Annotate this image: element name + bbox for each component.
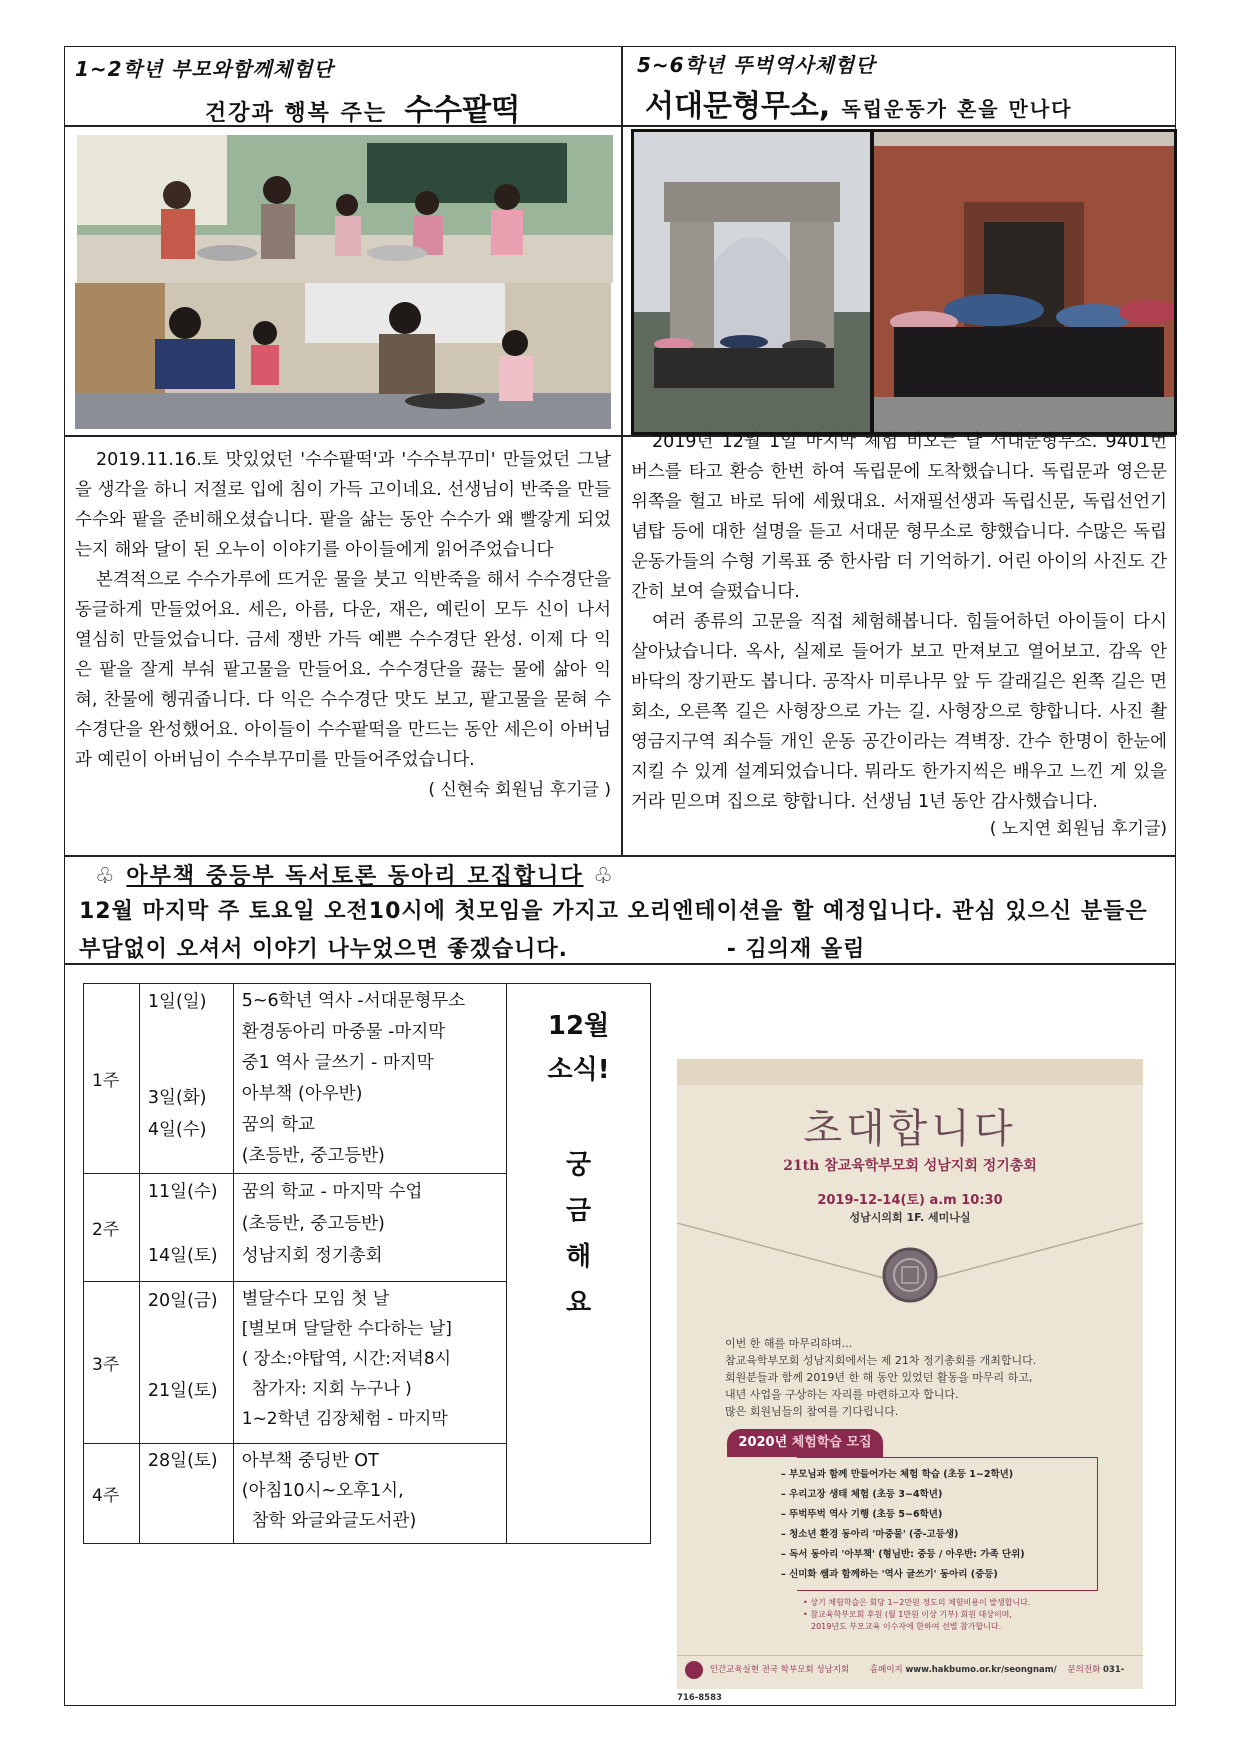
left-article-paragraph: 2019.11.16.토 맛있었던 '수수팥떡'과 '수수부꾸미' 만들었던 그날을 생각을 하니 저절로 입에 침이 가득 고이네요. 선생님이 반죽을 만들 수수와 팥을 준비해오셨습니다. 팥을 삶는 동안 수수가 왜 빨갛게 되었는지 해와 달이 된 오누이 이야기를 아이들에게 읽어주었습니다 — [75, 450, 611, 560]
poster-program-text: 독서 동아리 '아부책' (형님반: 중등 / 아우반: 가족 단위) — [789, 1549, 1025, 1560]
event-item: 꿈의 학교 — [241, 1115, 315, 1135]
poster-notes — [803, 1597, 1123, 1633]
side-char: 궁 — [565, 1150, 592, 1180]
right-grade-label: 5~6학년 뚜벅역사체험단 — [637, 53, 876, 77]
right-article-paragraph: 여러 종류의 고문을 직접 체험해봅니다. 힘들어하던 아이들이 다시 살아났습니다. 옥사, 실제로 들어가 보고 만져보고 열어보고. 감옥 안 바닥의 장기판도 봅니다. 공작사 미루나무 앞 두 갈래길은 왼쪽 길은 면회소, 오른쪽 길은 사형장으로 가는 길. 사형장으로 향합니다. 사진 촬영금지구역 죄수들 개인 운동 공간이라는 격벽장. 간수 한명이 한눈에 지킬 수 있게 설계되었습니다. 뭐라도 한가지씩은 배우고 느낀 게 있을 거라 믿으며 집으로 향합니다. 선생님 1년 동안 감사했습니다. — [631, 612, 1167, 812]
poster-note: • 참교육학부모회 후원 (월 1만원 이상 기부) 회원 대상이며, — [803, 1610, 1012, 1619]
poster-title: 초대합니다 — [803, 1106, 1017, 1152]
left-title-line — [205, 85, 520, 129]
date-item: 4일(수) — [147, 1120, 207, 1140]
poster-footer-phone-label: 문의전화 — [1067, 1665, 1101, 1675]
event-item: 참가자: 지회 누구나 ) — [251, 1379, 412, 1399]
org-logo-icon — [685, 1661, 703, 1679]
poster-program-heading — [727, 1429, 883, 1457]
notice-text: 12월 마지막 주 토요일 오전10시에 첫모임을 가지고 오리엔테이션을 할 예정입니다. 관심 있으신 분들은 부담없이 오셔서 이야기 나누었으면 좋겠습니다. — [79, 899, 1148, 962]
event-item: 꿈의 학교 - 마지막 수업 — [241, 1182, 423, 1202]
week-label: 2주 — [84, 1174, 140, 1282]
club-icon: ♧ — [593, 864, 615, 889]
event-item: 성남지회 정기총회 — [241, 1246, 383, 1266]
poster-program-title: 체험학습 모집 — [791, 1435, 872, 1450]
poster-program-item: – 청소년 환경 동아리 '마중물' (중-고등생) — [781, 1529, 959, 1540]
club-icon: ♧ — [95, 864, 117, 889]
prison-building-photo — [871, 129, 1177, 435]
week-label: 1주 — [84, 984, 140, 1174]
cooking-photo-top — [75, 133, 615, 285]
date-item: 1일(일) — [147, 992, 207, 1012]
poster-seal-envelope — [677, 1223, 1143, 1323]
right-article-signature: ( 노지연 회원님 후기글) — [989, 819, 1167, 839]
event-item: 5~6학년 역사 -서대문형무소 — [241, 991, 466, 1011]
poster-body — [725, 1335, 1125, 1420]
poster-program-item: – 부모님과 함께 만들어가는 체험 학습 (초등 1~2학년) — [781, 1469, 1014, 1480]
poster-body-line: 내년 사업을 구상하는 자리를 마련하고자 합니다. — [725, 1388, 959, 1401]
poster-program-year: 2020년 — [738, 1435, 788, 1450]
poster-program-text: 뚜벅뚜벅 역사 기행 (초등 5~6학년) — [789, 1509, 943, 1520]
event-item: (아침10시~오후1시, — [241, 1481, 404, 1501]
event-item: 별달수다 모임 첫 날 — [241, 1289, 390, 1309]
left-article — [75, 445, 611, 805]
week-events — [233, 1282, 506, 1444]
cooking-photo-bottom — [75, 283, 611, 429]
poster-top-band — [677, 1059, 1143, 1085]
article-divider — [65, 855, 1175, 857]
poster-body-line: 이번 한 해를 마무리하며... — [725, 1337, 853, 1350]
poster-body-line: 많은 회원님들의 참여를 기다립니다. — [725, 1405, 899, 1418]
side-char: 해 — [565, 1242, 592, 1272]
poster-program-text: 우리고장 생태 체험 (초등 3~4학년) — [789, 1489, 943, 1500]
poster-subtitle-prefix: 21th — [783, 1158, 820, 1174]
poster-program-item: – 독서 동아리 '아부책' (형님반: 중등 / 아우반: 가족 단위) — [781, 1549, 1025, 1560]
date-item: 11일(수) — [147, 1182, 218, 1202]
right-title: 서대문형무소, — [645, 89, 831, 124]
event-item: 아부책 중딩반 OT — [241, 1451, 379, 1471]
date-item: 20일(금) — [147, 1291, 218, 1311]
poster-body-line: 참교육학부모회 성남지회에서는 제 21차 정기총회를 개최합니다. — [725, 1354, 1037, 1367]
event-item: 참학 와글와글도서관) — [251, 1511, 417, 1531]
right-article-paragraph: 2019년 12월 1일 마지막 체험 비오는 날 서대문형무소. 9401번 버스를 타고 환승 한번 하여 독립문에 도착했습니다. 독립문과 영은문 위쪽을 헐고 바로 뒤에 세웠대요. 서재필선생과 독립신문, 독립선언기념탑 등에 대한 설명을 듣고 서대문 형무소로 향했습니다. 수많은 독립 운동가들의 수형 기록표 중 한사람 더 기억하기. 어린 아이의 사진도 간간히 보여 슬펐습니다. — [631, 432, 1167, 602]
schedule — [83, 983, 651, 1544]
notice-body — [79, 893, 1159, 969]
week-label: 4주 — [84, 1444, 140, 1544]
right-article — [631, 427, 1167, 841]
poster-program-item: – 신미화 쌤과 함께하는 '역사 글쓰기' 동아리 (중등) — [781, 1569, 998, 1580]
week-dates — [139, 1444, 233, 1544]
event-item: (초등반, 중고등반) — [241, 1146, 385, 1166]
left-title: 수수팥떡 — [404, 93, 521, 128]
poster-footer-phone: 031-716-8583 — [677, 1665, 1125, 1703]
event-item: 중1 역사 글쓰기 - 마지막 — [241, 1053, 434, 1073]
column-divider — [621, 47, 623, 855]
newsletter-page — [64, 46, 1176, 1706]
date-item: 3일(화) — [147, 1088, 207, 1108]
notice-author: - 김의재 올림 — [726, 937, 866, 962]
right-subtitle: 독립운동가 혼을 만나다 — [841, 97, 1073, 121]
event-item: 환경동아리 마중물 -마지막 — [241, 1022, 446, 1042]
poster-note: • 상기 체험학습은 회당 1~2만원 정도의 체험비용이 발생합니다. — [803, 1598, 1031, 1607]
left-article-signature: ( 신현숙 회원님 후기글 ) — [428, 780, 611, 800]
poster-note: 2019년도 부모교육 이수자에 한하여 선별 참가합니다. — [811, 1622, 1002, 1631]
week-events — [233, 984, 506, 1174]
event-item: ( 장소:야탑역, 시간:저녁8시 — [241, 1349, 452, 1369]
poster-footer — [677, 1655, 1143, 1703]
poster-program-item: – 뚜벅뚜벅 역사 기행 (초등 5~6학년) — [781, 1509, 943, 1520]
schedule-grid — [83, 983, 651, 1544]
poster-program-text: 청소년 환경 동아리 '마중물' (중-고등생) — [789, 1529, 959, 1540]
poster-footer-url: www.hakbumo.or.kr/seongnam/ — [905, 1665, 1057, 1675]
event-item: [별보며 달달한 수다하는 날] — [241, 1319, 452, 1339]
week-label: 3주 — [84, 1282, 140, 1444]
left-grade-label: 1~2학년 부모와함께체험단 — [75, 57, 334, 81]
poster-footer-homepage-label: 홈페이지 — [869, 1665, 903, 1675]
event-item: 아부책 (아우반) — [241, 1084, 363, 1104]
week-dates — [139, 1174, 233, 1282]
poster-venue: 성남시의회 1F. 세미나실 — [849, 1211, 971, 1224]
left-subtitle: 건강과 행복 주는 — [205, 101, 388, 126]
independence-gate-photo — [631, 129, 873, 435]
week-dates — [139, 1282, 233, 1444]
left-article-paragraph: 본격적으로 수수가루에 뜨거운 물을 붓고 익반죽을 해서 수수경단을 동글하게 만들었어요. 세은, 아름, 다운, 재은, 예린이 모두 신이 나서 열심히 만들었습니다. 금세 쟁반 가득 예쁜 수수경단 완성. 이제 다 익은 팥을 잘게 부숴 팥고물을 만들어요. 수수경단을 끓는 물에 삶아 익혀, 찬물에 헹궈줍니다. 다 익은 수수경단 맛도 보고, 팥고물을 묻혀 수수경단을 완성했어요. 아이들이 수수팥떡을 만드는 동안 세은이 아버님과 예린이 아버님이 수수부꾸미를 만들어주었습니다. — [75, 570, 611, 770]
notice-title-line — [95, 859, 615, 890]
poster-program-text: 신미화 쌤과 함께하는 '역사 글쓰기' 동아리 (중등) — [789, 1569, 998, 1580]
week-events — [233, 1444, 506, 1544]
poster-subtitle-line — [677, 1155, 1143, 1175]
side-title: 12월 소식! — [547, 1011, 610, 1085]
event-item: (초등반, 중고등반) — [241, 1214, 385, 1234]
side-char: 요 — [565, 1288, 592, 1318]
poster-subtitle: 참교육학부모회 성남지회 정기총회 — [824, 1158, 1037, 1174]
side-char: 금 — [565, 1196, 592, 1226]
invitation-poster — [677, 1059, 1143, 1703]
week-events — [233, 1174, 506, 1282]
poster-program-list — [781, 1465, 1101, 1585]
right-title-line — [645, 81, 1073, 125]
poster-footer-org: 인간교육실현 전국 학부모회 성남지회 — [709, 1665, 850, 1675]
schedule-side-panel — [507, 984, 651, 1544]
poster-program-text: 부모님과 함께 만들어가는 체험 학습 (초등 1~2학년) — [789, 1469, 1014, 1480]
notice-title: 아부책 중등부 독서토론 동아리 모집합니다 — [126, 864, 584, 889]
poster-datetime: 2019-12-14(토) a.m 10:30 — [817, 1193, 1003, 1208]
week-dates — [139, 984, 233, 1174]
poster-body-line: 회원분들과 함께 2019년 한 해 동안 있었던 활동을 마무리 하고, — [725, 1371, 1033, 1384]
date-item: 21일(토) — [147, 1381, 218, 1401]
week-row — [84, 984, 651, 1174]
event-item: 1~2학년 김장체험 - 마지막 — [241, 1409, 448, 1429]
date-item: 28일(토) — [147, 1451, 218, 1471]
poster-program-item: – 우리고장 생태 체험 (초등 3~4학년) — [781, 1489, 943, 1500]
date-item: 14일(토) — [147, 1246, 218, 1266]
